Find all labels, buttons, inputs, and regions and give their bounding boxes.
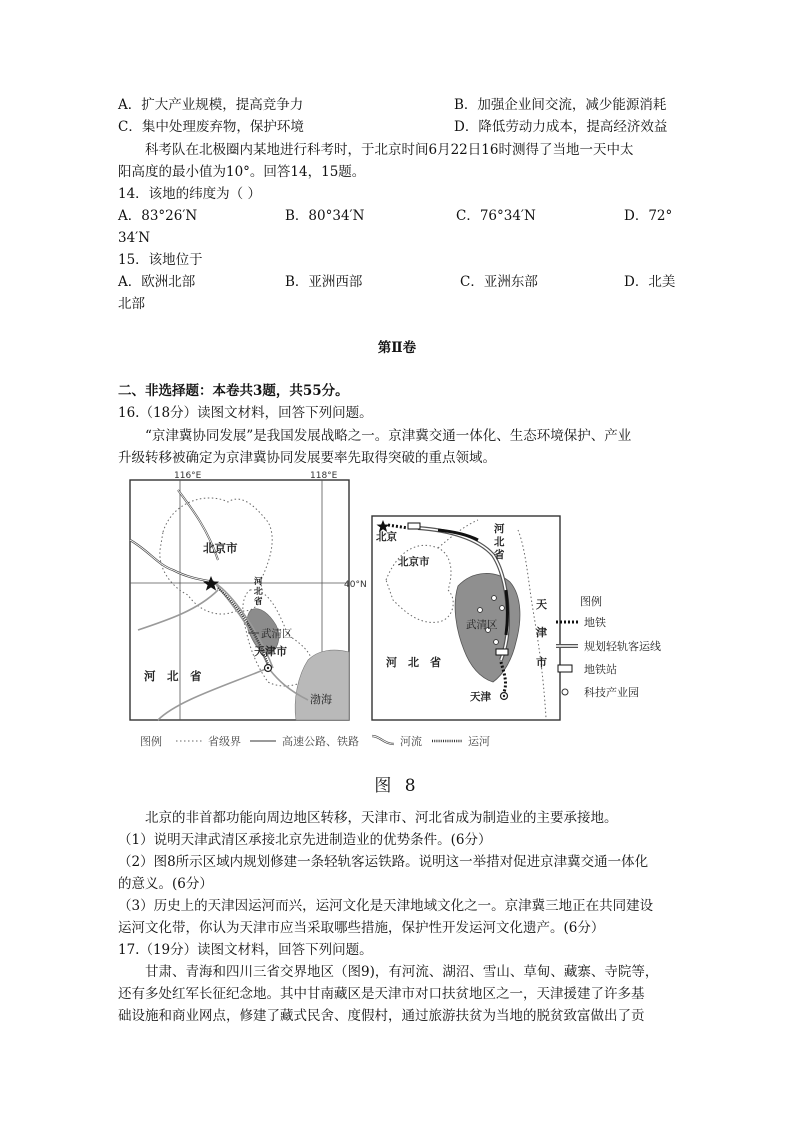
bottom-legend-title: 图例 xyxy=(140,735,162,748)
section-heading: 二、非选择题：本卷共3题，共55分。 xyxy=(118,383,349,399)
q14-option-d-cont: 34′N xyxy=(118,230,151,246)
q15-option-d: D．北美 xyxy=(624,274,676,290)
right-beijing-label: 北京市 xyxy=(398,556,430,568)
q15-option-a: A．欧洲北部 xyxy=(118,274,196,290)
q15-option-b: B．亚洲西部 xyxy=(285,274,363,290)
q13-option-b: B．加强企业间交流，减少能源消耗 xyxy=(454,97,667,113)
q17-paragraph-line3: 础设施和商业网点，修建了藏式民舍、度假村，通过旅游扶贫为当地的脱贫致富做出了贡 xyxy=(118,1008,645,1024)
lon-118-label: 118°E xyxy=(310,471,338,481)
lat-40-label: 40°N xyxy=(344,580,367,590)
q13-option-c: C．集中处理废弃物，保护环境 xyxy=(118,119,304,135)
legend-park: 科技产业园 xyxy=(584,686,639,699)
q14-option-b: B．80°34′N xyxy=(285,208,365,224)
q17-paragraph-line1: 甘肃、青海和四川三省交界地区（图9)，有河流、湖沼、雪山、草甸、藏寨、寺院等， xyxy=(145,964,659,980)
intro-14-15-line1: 科考队在北极圈内某地进行科考时，于北京时间6月22日16时测得了当地一天中太 xyxy=(145,142,634,158)
bottom-legend xyxy=(140,734,490,748)
left-wuqing-label: 武清区 xyxy=(261,628,293,640)
left-hebei-small-3: 省 xyxy=(254,597,263,607)
right-hebei-v2: 北 xyxy=(494,536,505,548)
q16-sub2-line1: （2）图8所示区域内规划修建一条轻轨客运铁路。说明这一举措对促进京津冀交通一体化 xyxy=(118,854,649,870)
q15-stem: 15．该地位于 xyxy=(118,252,203,268)
left-hebei-small-1: 河 xyxy=(254,577,263,587)
figure-8-caption: 图 8 xyxy=(374,776,420,796)
q14-option-a: A．83°26′N xyxy=(118,208,198,224)
legend-subway: 地铁 xyxy=(584,616,606,629)
right-hebei-v3: 省 xyxy=(494,549,505,561)
q17-stem: 17.（19分）读图文材料，回答下列问题。 xyxy=(118,942,373,958)
bottom-legend-canal: 运河 xyxy=(468,735,490,748)
q16-sub1: （1）说明天津武清区承接北京先进制造业的优势条件。(6分） xyxy=(118,832,492,848)
q15-option-d-cont: 北部 xyxy=(118,296,145,312)
q16-sub3-line2: 运河文化带，你认为天津市应当采取哪些措施，保护性开发运河文化遗产。(6分） xyxy=(118,920,605,936)
legend-light-rail: 规划轻轨客运线 xyxy=(584,640,661,653)
q14-option-c: C．76°34′N xyxy=(456,208,536,224)
legend-station: 地铁站 xyxy=(584,663,617,676)
right-tianjin-v2: 津 xyxy=(536,626,547,639)
q16-sub2-line2: 的意义。(6分） xyxy=(118,876,213,892)
right-legend xyxy=(556,594,661,699)
right-wuqing-label: 武清区 xyxy=(466,619,498,631)
bottom-legend-boundary: 省级界 xyxy=(208,735,241,748)
left-map xyxy=(130,471,367,720)
q13-option-a: A．扩大产业规模，提高竞争力 xyxy=(118,97,304,113)
left-hebei-small-2: 北 xyxy=(254,587,263,597)
left-hebei-label: 河 北 省 xyxy=(144,669,202,683)
right-tianjin-v3: 市 xyxy=(536,656,547,669)
right-tianjin-v1: 天 xyxy=(536,598,547,611)
q16-paragraph-line1: “京津冀协同发展”是我国发展战略之一。京津冀交通一体化、生态环境保护、产业 xyxy=(145,428,632,444)
q15-option-c: C．亚洲东部 xyxy=(460,274,538,290)
right-tianjin-city-label: 天津 xyxy=(470,691,491,703)
bottom-legend-road: 高速公路、铁路 xyxy=(282,735,359,748)
q16-after-figure: 北京的非首都功能向周边地区转移，天津市、河北省成为制造业的主要承接地。 xyxy=(145,810,618,826)
right-legend-title: 图例 xyxy=(580,595,602,608)
lon-116-label: 116°E xyxy=(174,471,202,481)
left-beijing-label: 北京市 xyxy=(203,541,238,555)
right-map xyxy=(372,516,560,720)
q16-paragraph-line2: 升级转移被确定为京津冀协同发展要率先取得突破的重点领域。 xyxy=(118,450,496,466)
q14-option-d: D．72° xyxy=(624,208,673,224)
intro-14-15-line2: 阳高度的最小值为10°。回答14，15题。 xyxy=(118,164,366,180)
right-hebei-label: 河 北 省 xyxy=(386,656,441,669)
figure-8 xyxy=(118,470,690,752)
q17-paragraph-line2: 还有多处红军长征纪念地。其中甘南藏区是天津市对口扶贫地区之一，天津援建了许多基 xyxy=(118,986,645,1002)
q16-stem: 16.（18分）读图文材料，回答下列问题。 xyxy=(118,405,373,421)
bottom-legend-river: 河流 xyxy=(400,735,422,748)
right-beijing-city-label: 北京 xyxy=(376,531,397,543)
left-tianjin-label: 天津市 xyxy=(254,645,287,658)
q14-stem: 14．该地的纬度为（ ） xyxy=(118,186,261,202)
q13-option-d: D．降低劳动力成本，提高经济效益 xyxy=(454,119,668,135)
right-hebei-v1: 河 xyxy=(494,523,505,535)
bohai-label: 渤海 xyxy=(310,693,332,706)
section-title: 第Ⅱ卷 xyxy=(377,340,417,356)
q16-sub3-line1: （3）历史上的天津因运河而兴，运河文化是天津地域文化之一。京津冀三地正在共同建设 xyxy=(118,898,654,914)
